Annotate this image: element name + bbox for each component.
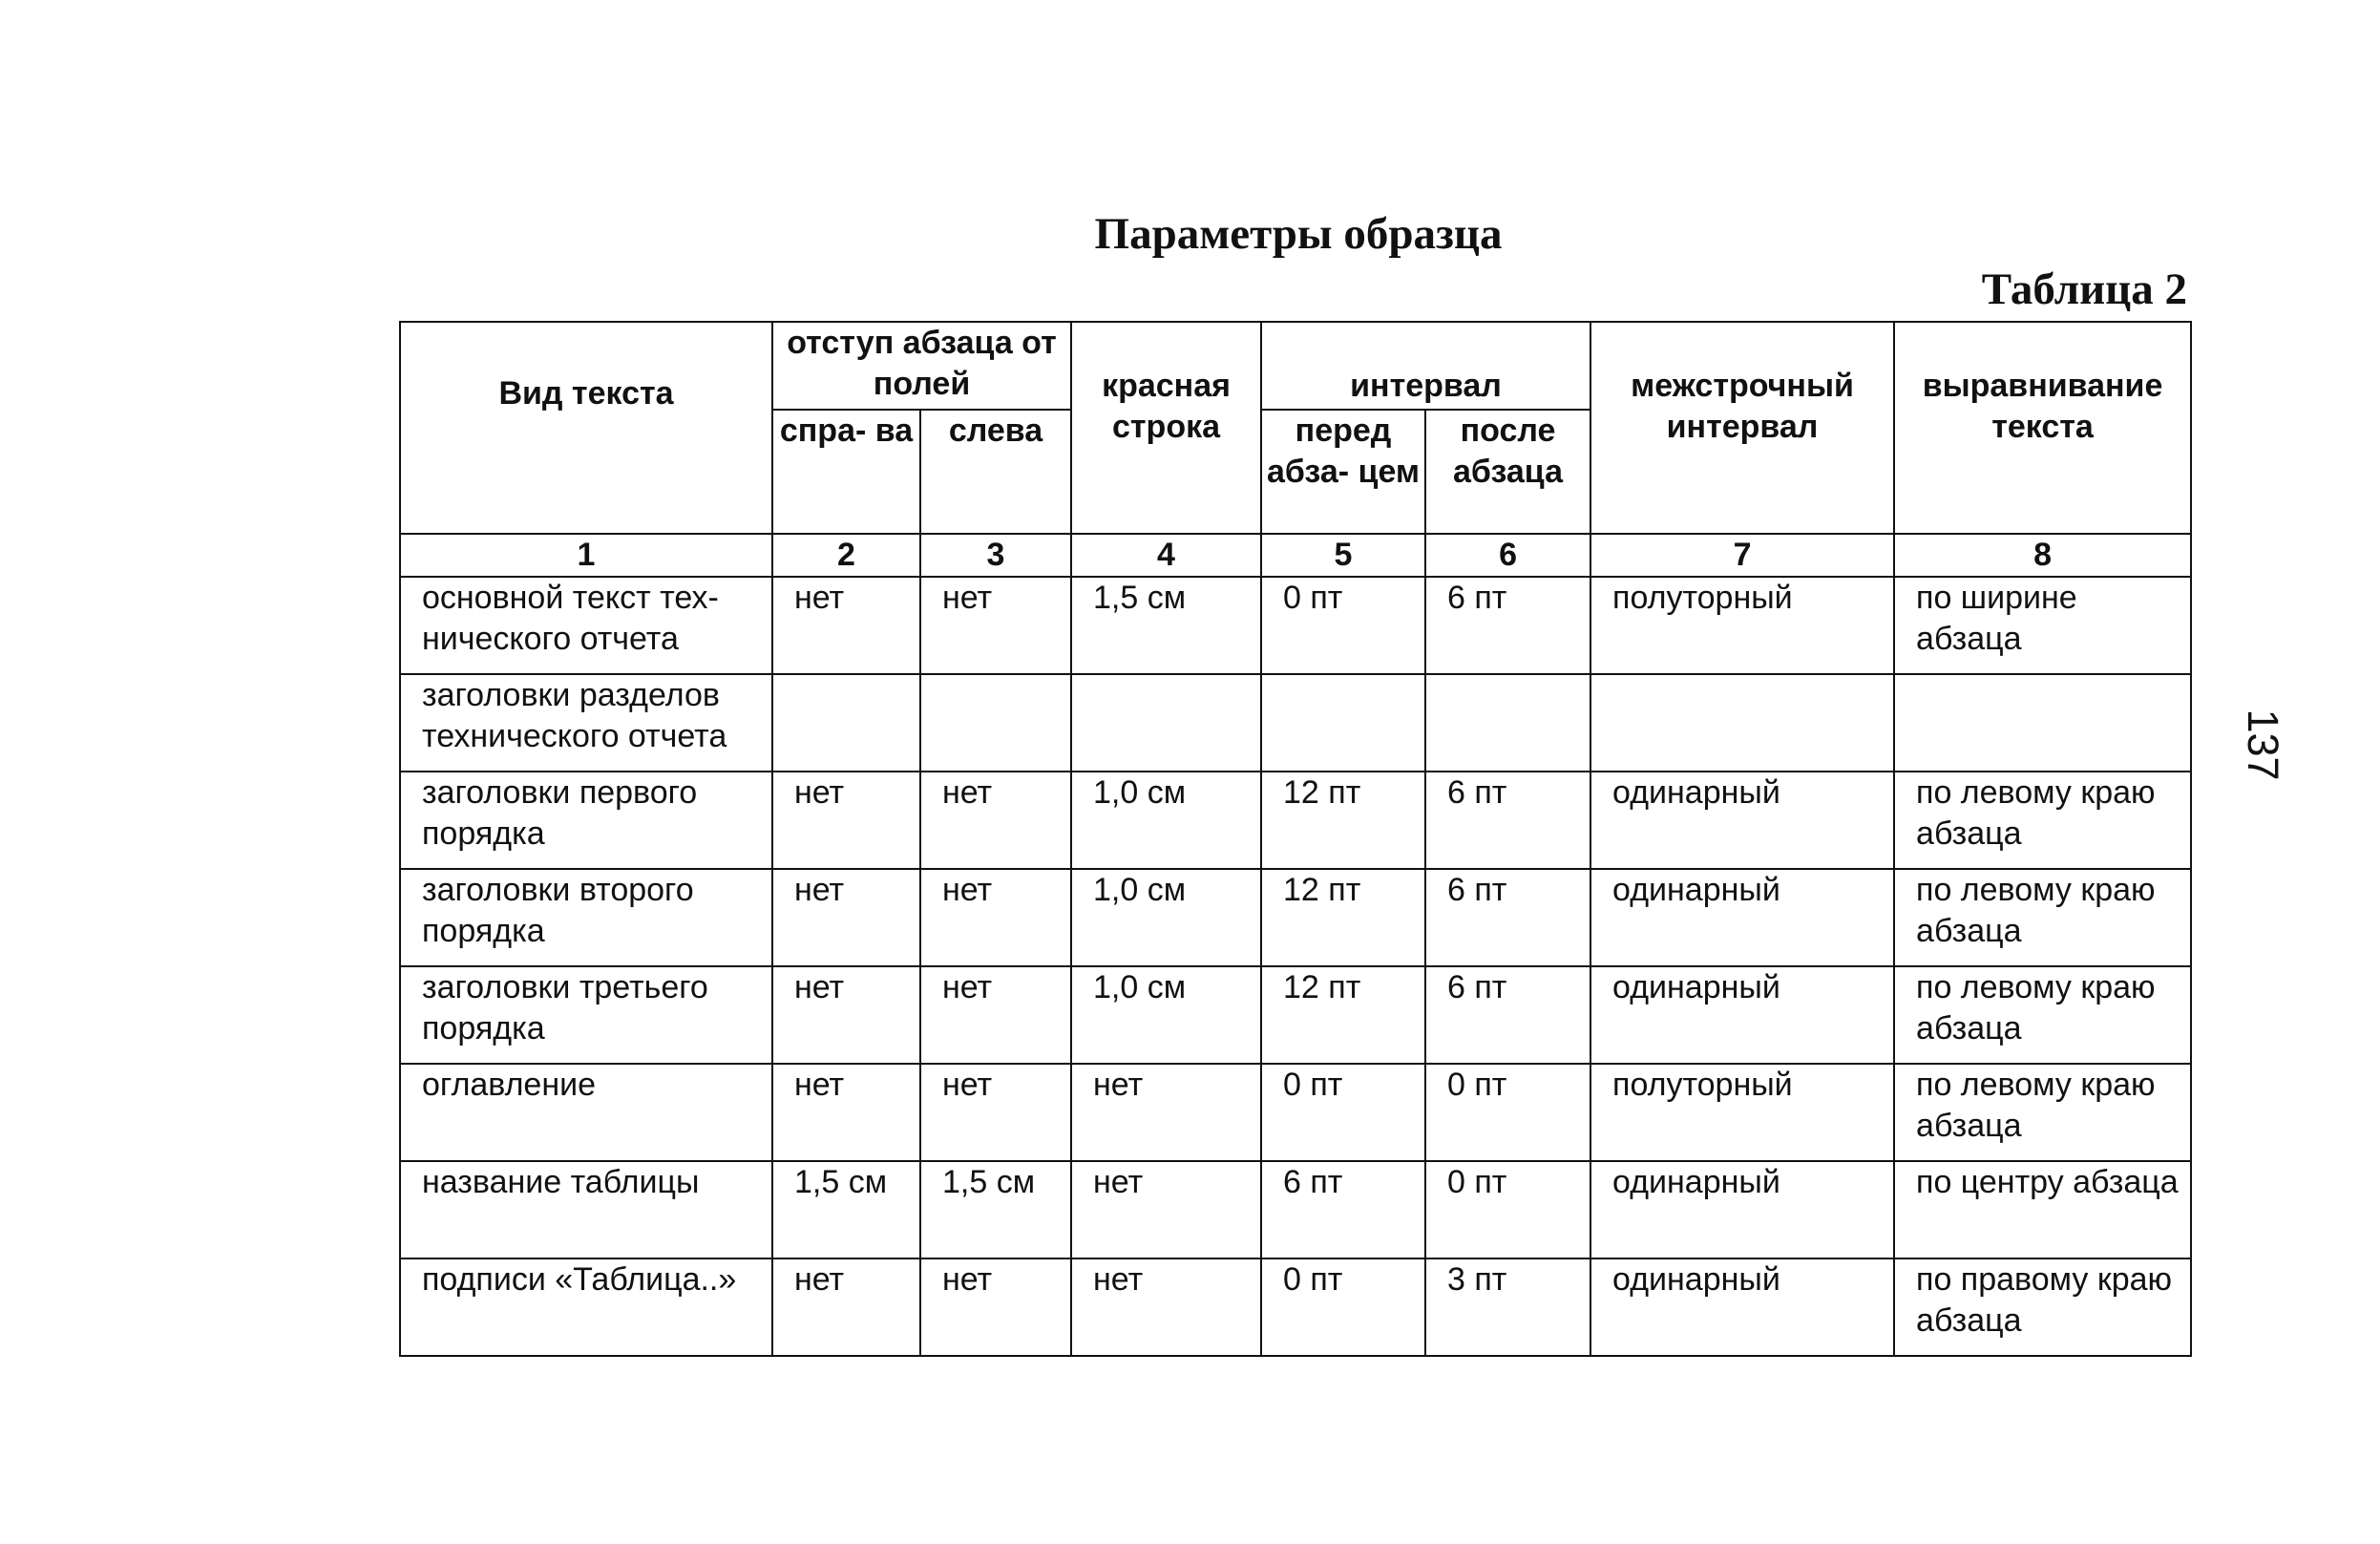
header-alignment: выравнивание текста xyxy=(1894,322,2191,534)
table-cell: заголовки первого порядка xyxy=(400,772,772,869)
table-cell: по левому краю абзаца xyxy=(1894,772,2191,869)
table-cell: нет xyxy=(772,577,920,674)
header-right: спра- ва xyxy=(772,410,920,534)
header-left: слева xyxy=(920,410,1071,534)
table-cell: 1,0 см xyxy=(1071,966,1261,1064)
table-cell: 0 пт xyxy=(1425,1161,1590,1258)
table-cell: 6 пт xyxy=(1425,577,1590,674)
table-cell: по левому краю абзаца xyxy=(1894,869,2191,966)
table-cell: заголовки разделов технического отчета xyxy=(400,674,772,772)
table-cell: 12 пт xyxy=(1261,869,1425,966)
table-cell: 6 пт xyxy=(1425,772,1590,869)
table-cell: заголовки второго порядка xyxy=(400,869,772,966)
table-cell: 3 пт xyxy=(1425,1258,1590,1356)
table-cell xyxy=(1894,674,2191,772)
table-cell: полуторный xyxy=(1590,577,1894,674)
table-cell: подписи «Таблица..» xyxy=(400,1258,772,1356)
table-cell xyxy=(920,674,1071,772)
table-row xyxy=(400,869,2191,966)
table-cell xyxy=(772,674,920,772)
table-cell: одинарный xyxy=(1590,1258,1894,1356)
table-cell: 12 пт xyxy=(1261,966,1425,1064)
table-label: Таблица 2 xyxy=(1981,264,2187,314)
table-cell: нет xyxy=(920,772,1071,869)
table-cell: по левому краю абзаца xyxy=(1894,966,2191,1064)
table-cell: нет xyxy=(1071,1064,1261,1161)
table-cell: нет xyxy=(772,869,920,966)
column-number: 2 xyxy=(772,534,920,577)
table-row xyxy=(400,577,2191,674)
table-cell: одинарный xyxy=(1590,1161,1894,1258)
parameters-table xyxy=(399,321,2192,1357)
column-number: 5 xyxy=(1261,534,1425,577)
header-before: перед абза- цем xyxy=(1261,410,1425,534)
table-cell xyxy=(1261,674,1425,772)
table-row xyxy=(400,1064,2191,1161)
table-cell: оглавление xyxy=(400,1064,772,1161)
header-interval-group: интервал xyxy=(1261,322,1590,410)
table-cell: 6 пт xyxy=(1261,1161,1425,1258)
table-cell xyxy=(1425,674,1590,772)
table-cell: нет xyxy=(920,1064,1071,1161)
table-cell: нет xyxy=(920,869,1071,966)
table-row xyxy=(400,1258,2191,1356)
table-cell xyxy=(1590,674,1894,772)
table-cell: нет xyxy=(1071,1258,1261,1356)
table-cell: основной текст тех- нического отчета xyxy=(400,577,772,674)
column-number: 7 xyxy=(1590,534,1894,577)
header-after: после абзаца xyxy=(1425,410,1590,534)
table-cell: название таблицы xyxy=(400,1161,772,1258)
column-number: 3 xyxy=(920,534,1071,577)
table-cell: 0 пт xyxy=(1261,1258,1425,1356)
table-cell: 6 пт xyxy=(1425,869,1590,966)
table-row xyxy=(400,966,2191,1064)
table-cell: нет xyxy=(772,772,920,869)
header-first-line: красная строка xyxy=(1071,322,1261,534)
table-cell: 0 пт xyxy=(1261,1064,1425,1161)
table-cell: 0 пт xyxy=(1425,1064,1590,1161)
table-cell: нет xyxy=(1071,1161,1261,1258)
table-cell xyxy=(1071,674,1261,772)
table-cell: 12 пт xyxy=(1261,772,1425,869)
table-row xyxy=(400,674,2191,772)
page-title: Параметры образца xyxy=(1094,209,1503,259)
table-cell: одинарный xyxy=(1590,869,1894,966)
table-cell: нет xyxy=(920,966,1071,1064)
column-number: 4 xyxy=(1071,534,1261,577)
table-cell: по правому краю абзаца xyxy=(1894,1258,2191,1356)
table-cell: 6 пт xyxy=(1425,966,1590,1064)
table-row xyxy=(400,1161,2191,1258)
header-line-spacing: межстрочный интервал xyxy=(1590,322,1894,534)
table-cell: 1,5 см xyxy=(772,1161,920,1258)
table-cell: нет xyxy=(920,577,1071,674)
table-cell: полуторный xyxy=(1590,1064,1894,1161)
table-cell: по центру абзаца xyxy=(1894,1161,2191,1258)
header-indent-group: отступ абзаца от полей xyxy=(772,322,1071,410)
table-cell: заголовки третьего порядка xyxy=(400,966,772,1064)
table-cell: нет xyxy=(772,966,920,1064)
table-cell: 1,5 см xyxy=(920,1161,1071,1258)
table-cell: 0 пт xyxy=(1261,577,1425,674)
table-row xyxy=(400,772,2191,869)
column-number: 6 xyxy=(1425,534,1590,577)
table-cell: нет xyxy=(920,1258,1071,1356)
table-cell: 1,0 см xyxy=(1071,869,1261,966)
table-cell: нет xyxy=(772,1064,920,1161)
table-cell: нет xyxy=(772,1258,920,1356)
table-cell: одинарный xyxy=(1590,772,1894,869)
page-number: 137 xyxy=(2239,709,2287,781)
table-cell: одинарный xyxy=(1590,966,1894,1064)
table-cell: по левому краю абзаца xyxy=(1894,1064,2191,1161)
column-number: 1 xyxy=(400,534,772,577)
table-cell: по ширине абзаца xyxy=(1894,577,2191,674)
header-text-type: Вид текста xyxy=(400,322,772,534)
column-number: 8 xyxy=(1894,534,2191,577)
table-cell: 1,5 см xyxy=(1071,577,1261,674)
table-cell: 1,0 см xyxy=(1071,772,1261,869)
